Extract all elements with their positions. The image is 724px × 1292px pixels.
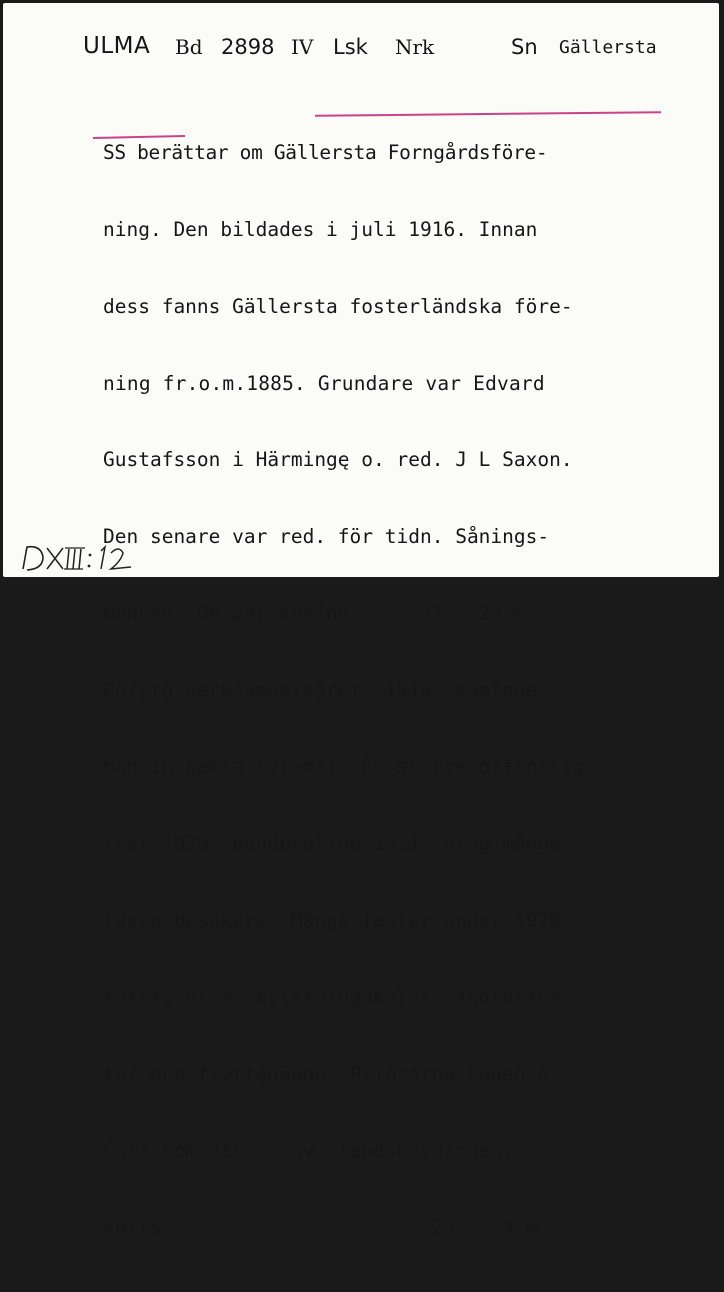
landskap-value: Nrk [395,35,435,59]
card-body-text [103,89,584,1292]
index-card [3,3,719,1240]
text-line: Den senare var red. för tidn. Sånings- [103,525,550,549]
text-line: man in gamla föremål. En större offentlig [103,755,585,779]
text-line: talet, bl.a. kristningakalas, skördefes- [103,985,573,1009]
text-line: ter och flyttegänge. Prinsarna Eugen o. [103,1062,561,1086]
text-line: fest 1920, bondbröllop 1921. Drog många [103,832,561,856]
socken-label: Sn [511,35,538,59]
volume-number: 2898 [221,35,275,59]
archive-code: ULMA [83,33,151,59]
landskap-label: Lsk [333,35,368,59]
text-line: dess fanns Gällersta fosterländska före- [103,294,573,318]
text-line: tusen besökare. Många fester under 1920- [103,909,573,932]
card-header [3,33,719,65]
volume-label: Bd [175,35,203,59]
text-line: SS berättar om Gällersta Forngårdsföre- [103,141,548,165]
text-line: Forts. 23 - 24 m [103,1216,538,1240]
handwritten-signature [17,539,141,575]
text-line: Första verksamhetsåret, 1916, samlade [103,678,538,702]
part-number: IV [291,35,314,59]
socken-value: Gällersta [559,37,657,58]
text-line: Carl kom dit o. äv. landshövdingen. [103,1139,514,1163]
text-line: Gustafsson i Härmingę o. red. J L Saxon. [103,448,573,472]
text-line: mannen. De var kusiner. 21 - 23 m [103,601,526,625]
text-line: ning. Den bildades i juli 1916. Innan [103,217,538,241]
text-line: ning fr.o.m.1885. Grundare var Edvard [103,371,545,395]
